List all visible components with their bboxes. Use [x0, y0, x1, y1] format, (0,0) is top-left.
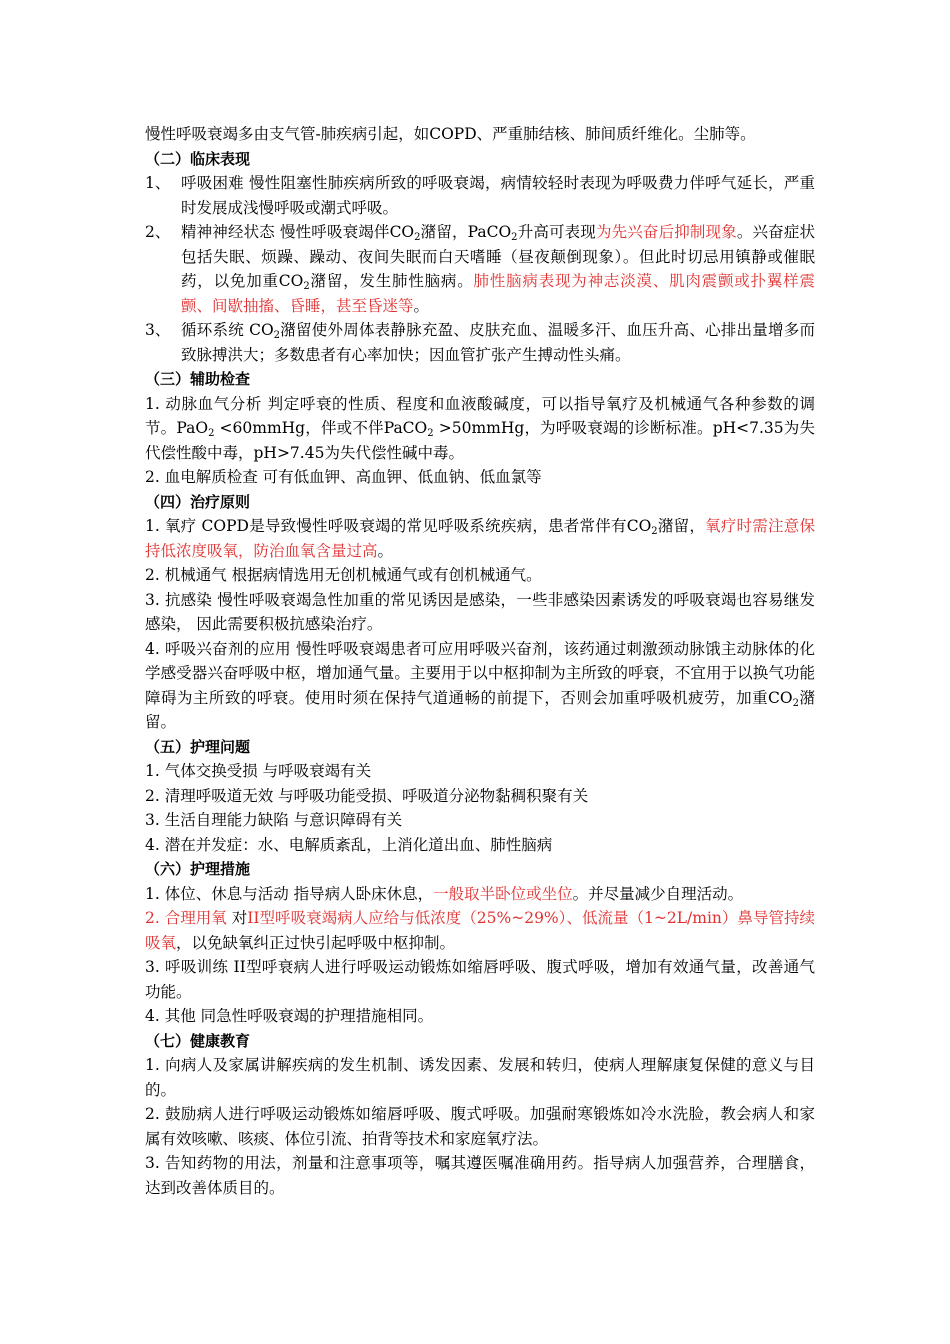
- list-item: 3、 循环系统 $CO_2$潴留使外周体表静脉充盈、皮肤充血、温暖多汗、血压升高、心排出量增多而致脉搏洪大；多数患者有心率加快；因血管扩张产生搏动性头痛。: [145, 321, 815, 364]
- list-item: 1. 向病人及家属讲解疾病的发生机制、诱发因素、发展和转归，使病人理解康复保健的意义与目的。: [145, 1056, 815, 1099]
- paragraph: 3. 抗感染 慢性呼吸衰竭急性加重的常见诱因是感染，一些非感染因素诱发的呼吸衰竭也容易继发感染， 因此需要积极抗感染治疗。: [145, 590, 815, 633]
- paragraph: 4. 其他 同急性呼吸衰竭的护理措施相同。: [145, 1007, 434, 1025]
- highlight-text: 氧疗时需注意保持低浓度吸氧，防治血氧含量过高: [145, 517, 815, 560]
- list-item: 1. 气体交换受损 与呼吸衰竭有关: [145, 762, 372, 780]
- section-heading-health-education: （七）健康教育: [145, 1031, 251, 1050]
- paragraph: 3. 呼吸训练 II型呼衰病人进行呼吸运动锻炼如缩唇呼吸、腹式呼吸，增加有效通气量，改善通气功能。: [145, 958, 815, 1001]
- highlight-text: 2. 合理用氧: [145, 909, 227, 927]
- document-body: [145, 122, 815, 1200]
- list-item: 2. 清理呼吸道无效 与呼吸功能受损、呼吸道分泌物黏稠积聚有关: [145, 786, 589, 805]
- list-item: 2. 鼓励病人进行呼吸运动锻炼如缩唇呼吸、腹式呼吸。加强耐寒锻炼如冷水洗脸，教会病人和家属有效咳嗽、咳痰、体位引流、拍背等技术和家庭氧疗法。: [145, 1105, 815, 1148]
- list-item: 3. 告知药物的用法，剂量和注意事项等，嘱其遵医嘱准确用药。指导病人加强营养，合理膳食，达到改善体质目的。: [145, 1154, 815, 1197]
- paragraph: 2. 机械通气 根据病情选用无创机械通气或有创机械通气。: [145, 566, 542, 584]
- section-heading-exam: （三）辅助检查: [145, 370, 251, 388]
- paragraph: 1. 动脉血气分析 判定呼衰的性质、程度和血液酸碱度，可以指导氧疗及机械通气各种参数的调节。PaO$_2$ <60mmHg，伴或不伴PaCO$_2$ >50mmHg，为呼吸衰竭的诊断标准。pH<7.35为失代偿性酸中毒，pH>7.45为失代偿性碱中毒。: [145, 394, 815, 462]
- paragraph: 2. 血电解质检查 可有低血钾、高血钾、低血钠、低血氯等: [145, 468, 542, 486]
- highlight-text: II型呼吸衰竭病人应给与低浓度（25%~29%）、低流量（1~2L/min）鼻导管持续吸氧: [145, 909, 815, 952]
- highlight-text: 为先兴奋后抑制现象: [595, 223, 737, 241]
- list-item: 4. 潜在并发症：水、电解质紊乱，上消化道出血、肺性脑病: [145, 835, 553, 854]
- section-heading-treatment: （四）治疗原则: [145, 492, 251, 511]
- paragraph: 1. 氧疗 COPD是导致慢性呼吸衰竭的常见呼吸系统疾病，患者常伴有$CO_2$潴留，氧疗时需注意保持低浓度吸氧，防治血氧含量过高。: [145, 517, 815, 560]
- paragraph: 1. 体位、休息与活动 指导病人卧床休息，一般取半卧位或坐位。并尽量减少自理活动。: [145, 884, 744, 903]
- intro-paragraph: 慢性呼吸衰竭多由支气管-肺疾病引起，如COPD、严重肺结核、肺间质纤维化。尘肺等。: [145, 125, 756, 143]
- section-heading-nursing-measures: （六）护理措施: [145, 860, 251, 878]
- paragraph: 4. 呼吸兴奋剂的应用 慢性呼吸衰竭患者可应用呼吸兴奋剂，该药通过刺激颈动脉饿主动脉体的化学感受器兴奋呼吸中枢，增加通气量。主要用于以中枢抑制为主所致的呼衰，不宜用于以换气功能障碍为主所致的呼衰。使用时须在保持气道通畅的前提下，否则会加重呼吸机疲劳，加重$CO_2$潴留。: [145, 639, 815, 731]
- section-heading-clinical: （二）临床表现: [145, 149, 251, 168]
- highlight-text: 一般取半卧位或坐位: [433, 884, 573, 903]
- section-heading-nursing-problems: （五）护理问题: [145, 737, 251, 756]
- paragraph: 2. 合理用氧 对II型呼吸衰竭病人应给与低浓度（25%~29%）、低流量（1~2L/min）鼻导管持续吸氧，以免缺氧纠正过快引起呼吸中枢抑制。: [145, 909, 815, 952]
- highlight-text: 肺性脑病表现为神志淡漠、肌肉震颤或扑翼样震颤、间歇抽搐、昏睡，甚至昏迷等: [181, 272, 815, 315]
- list-item: 1、 呼吸困难 慢性阻塞性肺疾病所致的呼吸衰竭，病情较轻时表现为呼吸费力伴呼气延长，严重时发展成浅慢呼吸或潮式呼吸。: [145, 174, 815, 217]
- list-item: 2、 精神神经状态 慢性呼吸衰竭伴$CO_2$潴留，PaCO$_2$升高可表现为先兴奋后抑制现象。兴奋症状包括失眠、烦躁、躁动、夜间失眠而白天嗜睡（昼夜颠倒现象）。但此时切忌用镇静或催眠药，以免加重$CO_2$潴留，发生肺性脑病。肺性脑病表现为神志淡漠、肌肉震颤或扑翼样震颤、间歇抽搐、昏睡，甚至昏迷等。: [145, 223, 815, 315]
- list-item: 3. 生活自理能力缺陷 与意识障碍有关: [145, 811, 403, 829]
